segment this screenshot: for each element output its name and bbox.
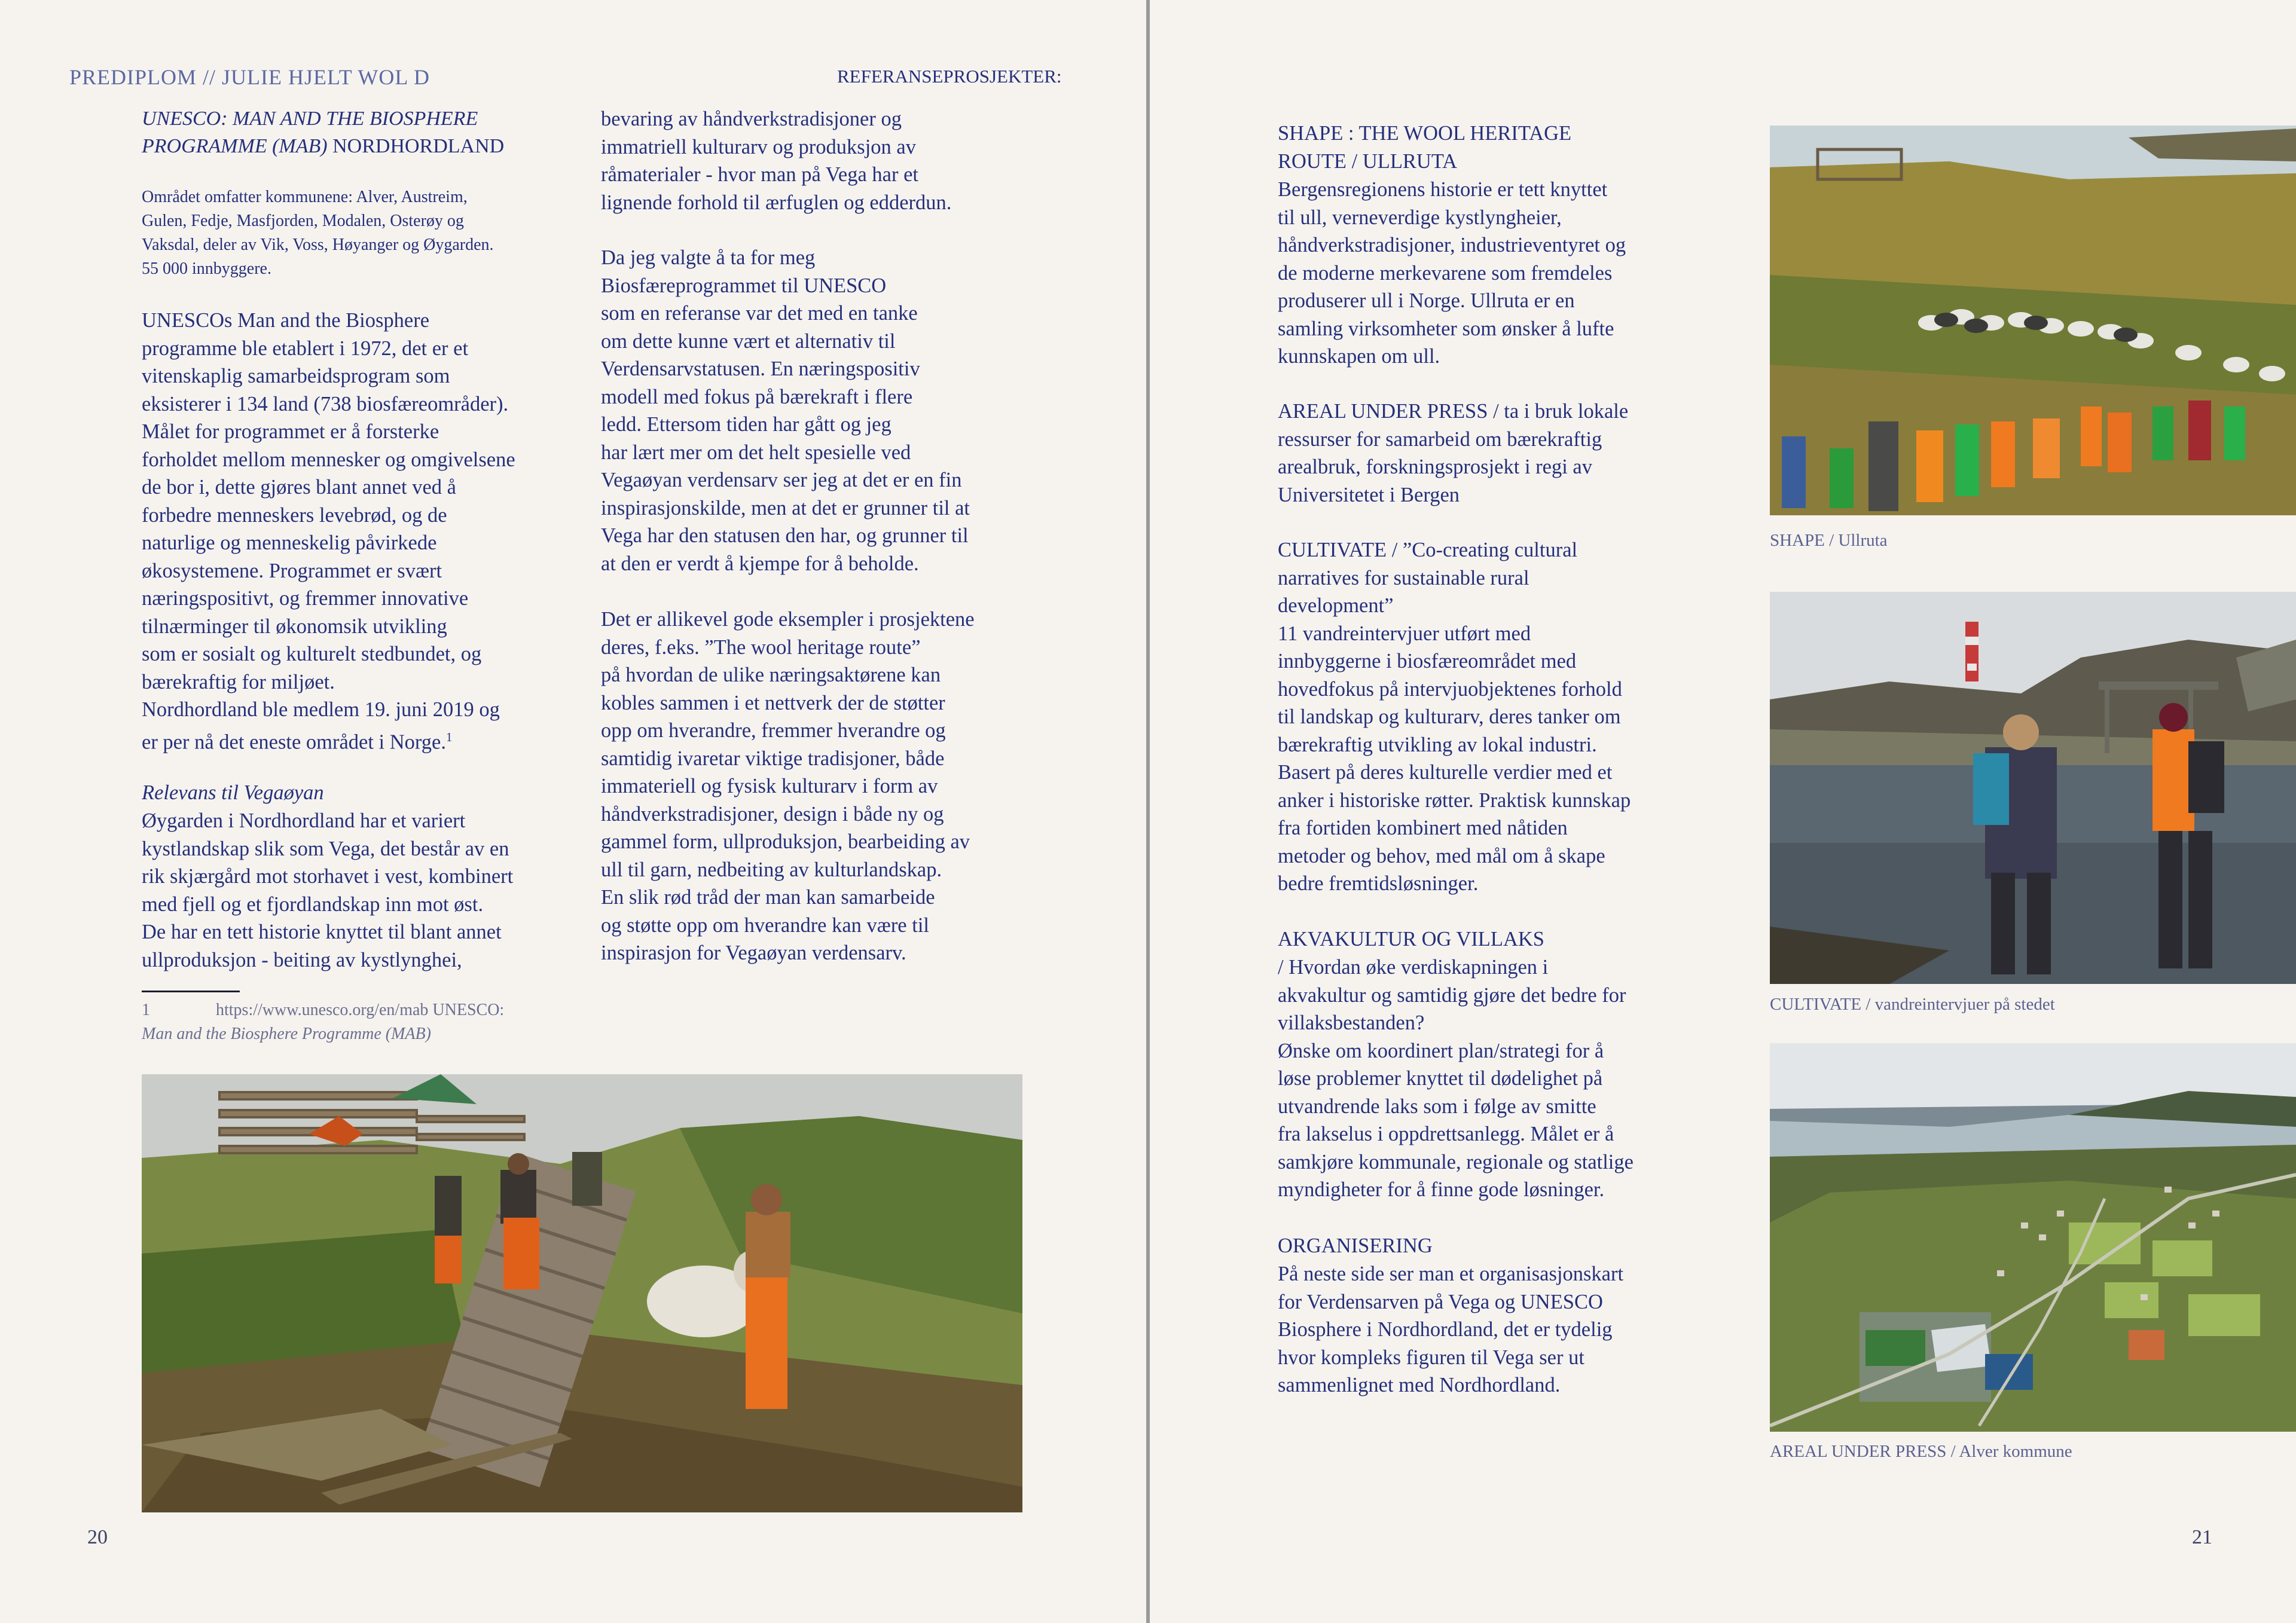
page-number-left: 20 [87, 1526, 108, 1548]
running-header: PREDIPLOM // JULIE HJELT WOL D [69, 65, 430, 89]
caption-alver: AREAL UNDER PRESS / Alver kommune [1770, 1442, 2072, 1461]
areal-heading: AREAL UNDER PRESS [1278, 400, 1488, 423]
column2-para1: bevaring av håndverkstradisjoner og immatriell kulturarv og produksjon av råmaterialer - hvor man på Vega har et lignende forhold til ærfuglen og edderdun. [601, 108, 952, 214]
relevans-heading: Relevans til Vegaøyan [142, 781, 324, 804]
caption-cultivate: CULTIVATE / vandreintervjuer på stedet [1770, 995, 2055, 1014]
ullruta-photo [1770, 126, 2296, 515]
footnote-url[interactable]: https://www.unesco.org/en/mab UNESCO: [216, 1001, 505, 1019]
cultivate-photo [1770, 592, 2296, 984]
left-page [0, 0, 1146, 1623]
column2-para2: Da jeg valgte å ta for meg Biosfæreprogrammet til UNESCO som en referanse var det med en tanke om dette kunne vært et alternativ til Verdensarvstatusen. En næringspositiv modell med fokus på bærekraft i flere ledd. Ettersom tiden har gått og jeg har lært mer om det helt spesielle ved Vegaøyan verdensarv ser jeg at det er en fin inspirasjonskilde, men at det er grunner til at Vega har den statusen den har, og grunner til at den er verdt å kjempe for å beholde. [601, 246, 970, 575]
areal-text: / ta i bruk lokale ressurser for samarbeid om bærekraftig arealbruk, forskningsprosjekt i regi av Universitetet i Bergen [1278, 400, 1629, 506]
akva-heading: AKVAKULTUR OG VILLAKS [1278, 928, 1544, 950]
relevans-text: Øygarden i Nordhordland har et variert kystlandskap slik som Vega, det består av en rik skjærgård mot storhavet i vest, kombinert med fjell og et fjordlandskap inn mot øst. De har en tett historie knyttet til blant annet ullproduksjon - beiting av kystlynghei, [142, 809, 514, 971]
areal-section [1278, 398, 1732, 509]
shape-text: Bergensregionens historie er tett knyttet til ull, verneverdige kystlyngheier, håndverkstradisjoner, industrieventyret og de moderne merkevarene som fremdeles produserer ull i Norge. Ullruta er en samling virksomheter som ønsker å lufte kunnskapen om ull. [1278, 178, 1626, 368]
right-page [1150, 0, 2296, 1623]
area-intro: Området omfatter kommunene: Alver, Austreim, Gulen, Fedje, Masfjorden, Modalen, Osterøy og Vaksdal, deler av Vik, Voss, Høyanger og Øygarden. 55 000 innbyggere. [142, 188, 494, 278]
org-heading: ORGANISERING [1278, 1234, 1433, 1257]
cultivate-text: / ”Co-creating cultural narratives for sustainable rural development” 11 vandreintervjuer utført med innbyggerne i biosfæreområdet med hovedfokus på intervjuobjektenes forhold til landskap og kulturarv, deres tanker om bærekraftig utvikling av lokal industri. Basert på deres kulturelle verdier med et anker i historiske røtter. Praktisk kunnskap fra fortiden kombinert med nåtiden metoder og behov, med mål om å skape bedre fremtidsløsninger. [1278, 539, 1631, 895]
footnote-ref[interactable]: 1 [445, 730, 453, 744]
footnote-title: Man and the Biosphere Programme (MAB) [142, 1025, 431, 1043]
project-title-region: NORDHORDLAND [332, 135, 505, 157]
unesco-paragraph [142, 307, 578, 756]
sheep-handling-photo [142, 1074, 1022, 1512]
project-title-italic: UNESCO: MAN AND THE BIOSPHERE PROGRAMME (MAB) [142, 108, 478, 157]
section-label: REFERANSEPROSJEKTER: [837, 66, 1062, 87]
project-title [142, 105, 560, 160]
column2-para3: Det er allikevel gode eksempler i prosjektene deres, f.eks. ”The wool heritage route” på hvordan de ulike næringsaktørene kan kobles sammen i et nettverk der de støtter opp om hverandre, fremmer hverandre og samtidig ivaretar viktige tradisjoner, både immateriell og fysisk kulturarv i form av håndverkstradisjoner, design i både ny og gammel form, ullproduksjon, bearbeiding av ull til garn, nedbeiting av kulturlandskap. En slik rød tråd der man kan samarbeide og støtte opp om hverandre kan være til inspirasjon for Vegaøyan verdensarv. [601, 608, 975, 964]
page-number-right: 21 [2192, 1526, 2212, 1548]
caption-ullruta: SHAPE / Ullruta [1770, 531, 1888, 550]
footnote [142, 998, 620, 1046]
alver-aerial-photo [1770, 1043, 2296, 1432]
shape-heading: SHAPE : THE WOOL HERITAGE ROUTE / ULLRUTA [1278, 122, 1572, 173]
cultivate-section [1278, 536, 1732, 898]
footnote-rule [142, 991, 240, 992]
cultivate-heading: CULTIVATE [1278, 539, 1387, 561]
org-text: På neste side ser man et organisasjonskart for Verdensarven på Vega og UNESCO Biosphere i Nordhordland, det er tydelig hvor kompleks figuren til Vega ser ut sammenlignet med Nordhordland. [1278, 1263, 1624, 1396]
akva-text: / Hvordan øke verdiskapningen i akvakultur og samtidig gjøre det bedre for villaksbestanden? Ønske om koordinert plan/strategi for å løse problemer knyttet til dødelighet på utvandrende laks som i følge av smitte fra lakselus i oppdrettsanlegg. Målet er å samkjøre kommunale, regionale og statlige myndigheter for å finne gode løsninger. [1278, 956, 1634, 1201]
unesco-paragraph-text: UNESCOs Man and the Biosphere programme ble etablert i 1972, det er et vitenskaplig samarbeidsprogram som eksisterer i 134 land (738 biosfæreområder). Målet for programmet er å forsterke forholdet mellom mennesker og omgivelsene de bor i, dette gjøres blant annet ved å forbedre menneskers levebrød, og de naturlige og menneskelig påvirkede økosystemene. Programmet er svært næringspositivt, og fremmer innovative tilnærminger til økonomsik utvikling som er sosialt og kulturelt stedbundet, og bærekraftig for miljøet. Nordhordland ble medlem 19. juni 2019 og er per nå det eneste området i Norge. [142, 309, 515, 753]
footnote-number: 1 [142, 1001, 150, 1019]
